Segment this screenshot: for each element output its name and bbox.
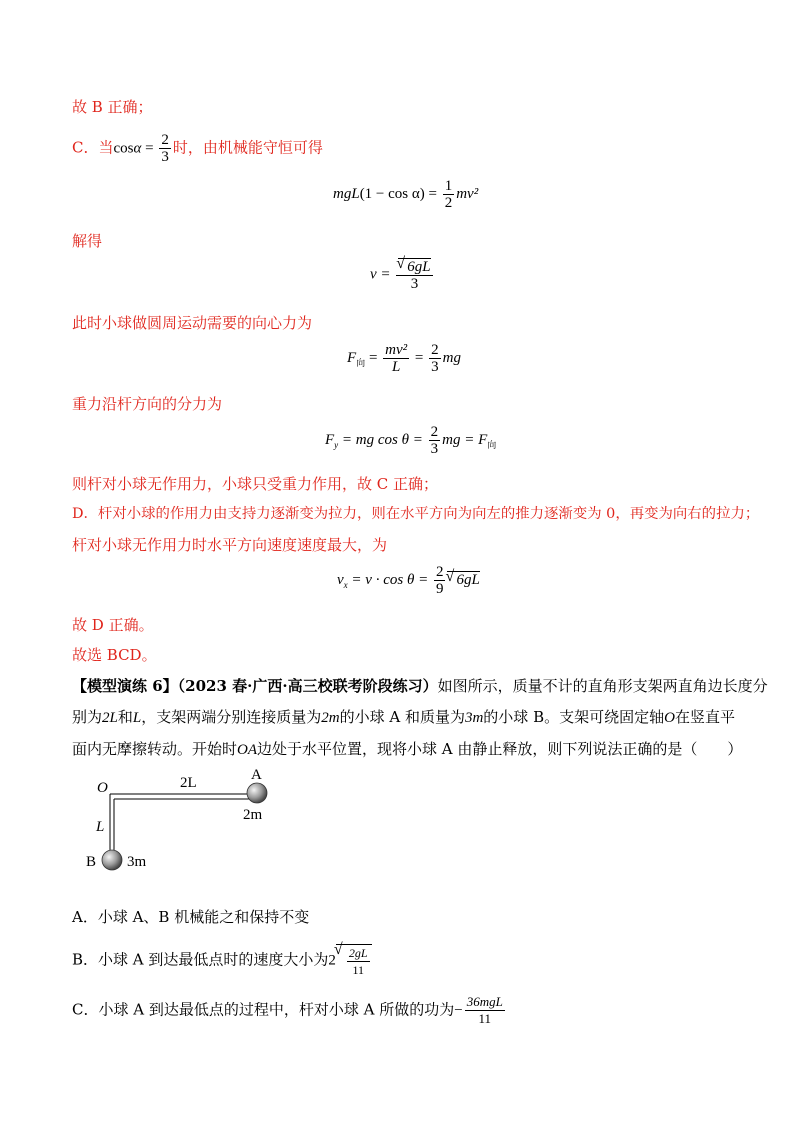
t2e: 的小球 B。支架可绕固定轴 xyxy=(483,708,665,726)
eq1-left: mgL xyxy=(333,185,360,202)
choose-line xyxy=(72,644,157,666)
frac-num: 2 xyxy=(430,424,439,440)
d-line-1 xyxy=(72,503,759,525)
var-2m: 2m xyxy=(321,710,340,726)
centripetal-line xyxy=(72,312,312,334)
eq4-sub: y xyxy=(334,439,339,450)
frac-den: 3 xyxy=(161,149,169,165)
sqrt-6gL: √ 6gL xyxy=(398,258,430,275)
t2d: 的小球 A 和质量为 xyxy=(339,708,465,726)
problem-source: （2023 春·广西·高三校联考阶段练习） xyxy=(177,677,438,695)
t2f: 在竖直平 xyxy=(674,708,735,726)
eq5-sub: x xyxy=(343,579,348,590)
eq3-eq: = xyxy=(365,349,382,366)
label-2m: 2m xyxy=(243,807,263,823)
fraction-two-thirds xyxy=(159,132,171,165)
label-2l: 2L xyxy=(180,775,197,791)
frac-num xyxy=(396,258,432,276)
frac-num: 1 xyxy=(444,178,453,194)
eq1-paren: (1 − cos α) = xyxy=(359,185,441,202)
t2a: 别为 xyxy=(72,708,103,726)
option-a xyxy=(72,906,309,928)
c-conclusion-text: 则杆对小球无作用力，小球只受重力作用，故 C 正确； xyxy=(72,475,439,493)
gravity-component-line xyxy=(72,393,222,415)
var-O: O xyxy=(664,710,675,726)
var-2L: 2L xyxy=(102,710,118,726)
b-correct-line xyxy=(72,96,153,118)
cos-text: cos xyxy=(113,140,134,157)
frac-den: L xyxy=(391,359,401,375)
solve-line xyxy=(72,230,102,252)
equation-centripetal xyxy=(347,342,461,375)
eq1-right: mv² xyxy=(456,185,479,202)
label-3m: 3m xyxy=(127,854,147,870)
option-b-sqrt xyxy=(336,944,372,978)
equation-energy xyxy=(333,178,478,211)
frac-den: 11 xyxy=(478,1011,492,1026)
eq1-frac xyxy=(443,178,455,211)
option-b-text: B．小球 A 到达最低点时的速度大小为 xyxy=(72,950,329,969)
eq3-mg: mg xyxy=(442,349,461,366)
eq4-mg: mg = F xyxy=(442,431,488,448)
t2c: ，支架两端分别连接质量为 xyxy=(141,708,322,726)
equation-gravity-component xyxy=(325,424,496,457)
label-b: B xyxy=(86,854,97,870)
centripetal-text: 此时小球做圆周运动需要的向心力为 xyxy=(72,314,313,332)
frac-num: 36mgL xyxy=(466,994,503,1009)
label-o: O xyxy=(97,780,108,796)
eq4-sub2: 向 xyxy=(487,439,497,450)
eq5-mid: = v · cos θ = xyxy=(347,571,432,588)
d-correct-text: 故 D 正确。 xyxy=(72,616,154,634)
equation-velocity xyxy=(370,258,435,292)
d-correct-line xyxy=(72,614,154,636)
sqrt-6gL: √ 6gL xyxy=(447,571,479,588)
option-c-sign: − xyxy=(454,1002,463,1019)
problem-line-3 xyxy=(72,738,742,761)
frac-den: 11 xyxy=(352,963,365,977)
d-text-2: 杆对小球无作用力时水平方向速度速度最大，为 xyxy=(72,536,388,554)
option-a-text: A．小球 A、B 机械能之和保持不变 xyxy=(72,908,310,926)
var-OA: OA xyxy=(237,742,258,758)
frac-num: 2 xyxy=(431,342,439,358)
frac-num: mv² xyxy=(385,342,408,358)
solve-text: 解得 xyxy=(72,232,103,250)
option-b xyxy=(72,944,372,978)
eq3-frac2 xyxy=(429,342,441,375)
equation-vx xyxy=(337,564,480,597)
c-suffix: 时，由机械能守恒可得 xyxy=(172,138,323,157)
t3a: 面内无摩擦转动。开始时 xyxy=(72,740,238,758)
eq3-eq2: = xyxy=(411,349,428,366)
var-L: L xyxy=(132,710,142,726)
gravity-component-text: 重力沿杆方向的分力为 xyxy=(72,395,223,413)
frac-den: 2 xyxy=(444,195,453,211)
choose-text: 故选 BCD。 xyxy=(72,646,157,664)
frac-den: 3 xyxy=(431,359,439,375)
bracket-figure xyxy=(80,765,280,880)
frac-num: 2 xyxy=(161,132,169,148)
problem-text-1: 如图所示，质量不计的直角形支架两直角边长度分 xyxy=(437,677,768,695)
eq2-v: v = xyxy=(370,266,395,283)
frac-den: 9 xyxy=(435,581,444,597)
option-c-text: C．小球 A 到达最低点的过程中，杆对小球 A 所做的功为 xyxy=(72,1000,455,1019)
label-l: L xyxy=(96,819,105,835)
eq4-f: F xyxy=(325,431,335,448)
eq2-frac xyxy=(396,258,432,292)
problem-line-1 xyxy=(72,675,768,697)
t2b: 和 xyxy=(117,708,133,726)
eq5-v: v xyxy=(337,571,344,588)
t3b: 边处于水平位置，现将小球 A 由静止释放，则下列说法正确的是（ ） xyxy=(257,740,743,758)
ball-b xyxy=(102,850,122,870)
frac-den: 3 xyxy=(430,441,439,457)
eq3-sub: 向 xyxy=(356,357,366,368)
label-a: A xyxy=(251,767,262,783)
c-condition-line xyxy=(72,132,323,165)
alpha-symbol: α xyxy=(133,140,142,157)
eq3-f: F xyxy=(347,349,357,366)
b-correct-text: 故 B 正确； xyxy=(72,98,153,116)
eq3-frac1 xyxy=(383,342,409,375)
d-line-2 xyxy=(72,534,387,556)
ball-a xyxy=(247,783,267,803)
problem-tag: 【模型演练 6】 xyxy=(72,677,178,695)
equals: = xyxy=(141,140,158,157)
c-prefix: C．当 xyxy=(72,138,114,157)
option-c xyxy=(72,994,507,1027)
var-3m: 3m xyxy=(464,710,484,726)
eq4-mid: = mg cos θ = xyxy=(338,431,427,448)
option-b-frac xyxy=(347,945,370,978)
eq4-frac xyxy=(429,424,441,457)
frac-num: 2 xyxy=(435,564,444,580)
d-text-1: D．杆对小球的作用力由支持力逐渐变为拉力，则在水平方向为向左的推力逐渐变为 0，再变为向右的拉力； xyxy=(72,506,760,522)
option-c-frac xyxy=(465,994,505,1027)
frac-num: √ 2gL xyxy=(348,946,368,960)
option-b-coef: 2 xyxy=(328,952,336,969)
c-conclusion-line xyxy=(72,473,438,495)
problem-line-2 xyxy=(72,706,735,729)
eq5-frac xyxy=(434,564,446,597)
frac-den: 3 xyxy=(410,276,419,292)
